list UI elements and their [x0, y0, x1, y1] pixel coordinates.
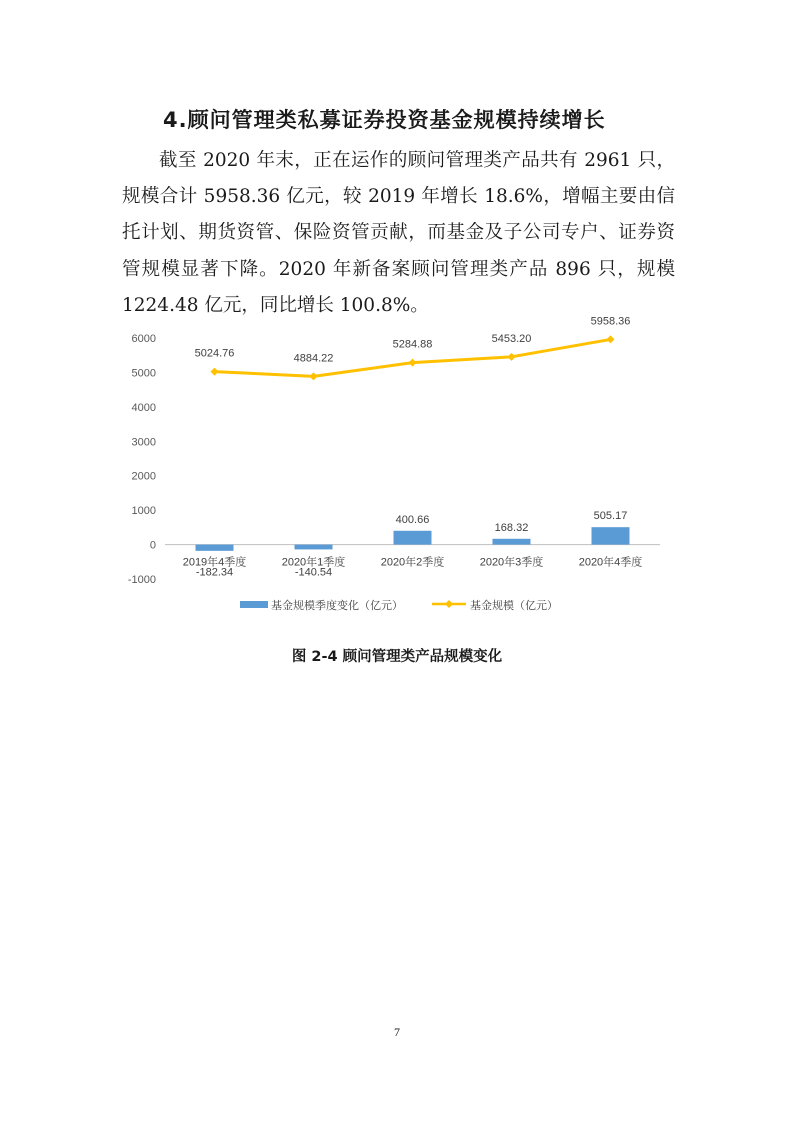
body-paragraph	[122, 143, 675, 324]
bar-data-label: 400.66	[395, 513, 430, 526]
x-tick-label: 2020年3季度	[479, 556, 544, 569]
line-series	[195, 315, 631, 380]
bar	[196, 545, 234, 551]
fund-scale-chart	[120, 315, 680, 625]
paragraph-text: 截至 2020 年末，正在运作的顾问管理类产品共有 2961 只，规模合计 5958.36 亿元，较 2019 年增长 18.6%，增幅主要由信托计划、期货资管、保险资管贡献，而基金及子公司专户、证券资管规模显著下降。2020 年新备案顾问管理类产品 896 只，规模 1224.48 亿元，同比增长 100.8%。	[122, 150, 675, 316]
y-axis-ticks	[128, 333, 156, 586]
line-point	[211, 368, 219, 376]
y-tick-label: -1000	[127, 574, 156, 586]
x-tick-label: 2020年4季度	[578, 556, 643, 569]
bar	[394, 531, 432, 545]
line-point	[508, 353, 516, 361]
bar-data-label: -140.54	[294, 566, 333, 579]
x-axis-labels	[183, 555, 643, 569]
figure-caption: 图 2-4 顾问管理类产品规模变化	[291, 649, 503, 665]
legend	[240, 598, 558, 612]
y-tick-label: 0	[149, 539, 156, 552]
y-tick-label: 4000	[131, 401, 156, 414]
line-data-label: 5284.88	[392, 338, 433, 351]
page-number: 7	[394, 1025, 400, 1039]
legend-bar-swatch	[240, 601, 268, 608]
bar	[592, 527, 630, 544]
line-point	[607, 335, 615, 343]
line-point	[409, 359, 417, 367]
legend-bar-label: 基金规模季度变化（亿元）	[271, 600, 403, 612]
bar	[295, 545, 333, 550]
bar-data-label: 505.17	[593, 510, 628, 523]
x-tick-label: 2020年1季度	[281, 556, 346, 569]
bar-data-label: 168.32	[494, 521, 529, 534]
bar-data-label: -182.34	[195, 566, 234, 579]
y-tick-label: 6000	[131, 333, 156, 345]
legend-line-label: 基金规模（亿元）	[470, 600, 558, 612]
line-data-label: 5024.76	[194, 347, 235, 360]
y-tick-label: 1000	[131, 505, 156, 518]
x-tick-label: 2019年4季度	[182, 556, 247, 569]
legend-line-marker	[445, 600, 453, 608]
y-tick-label: 5000	[131, 367, 156, 380]
line-data-label: 5958.36	[590, 315, 631, 328]
line-data-label: 5453.20	[491, 332, 532, 345]
section-heading: 4.顾问管理类私募证券投资基金规模持续增长	[163, 108, 606, 132]
line-point	[310, 372, 318, 380]
y-tick-label: 2000	[131, 470, 156, 483]
line-data-label: 4884.22	[293, 352, 334, 365]
bar	[493, 539, 531, 545]
y-tick-label: 3000	[131, 436, 156, 449]
x-tick-label: 2020年2季度	[380, 556, 445, 569]
